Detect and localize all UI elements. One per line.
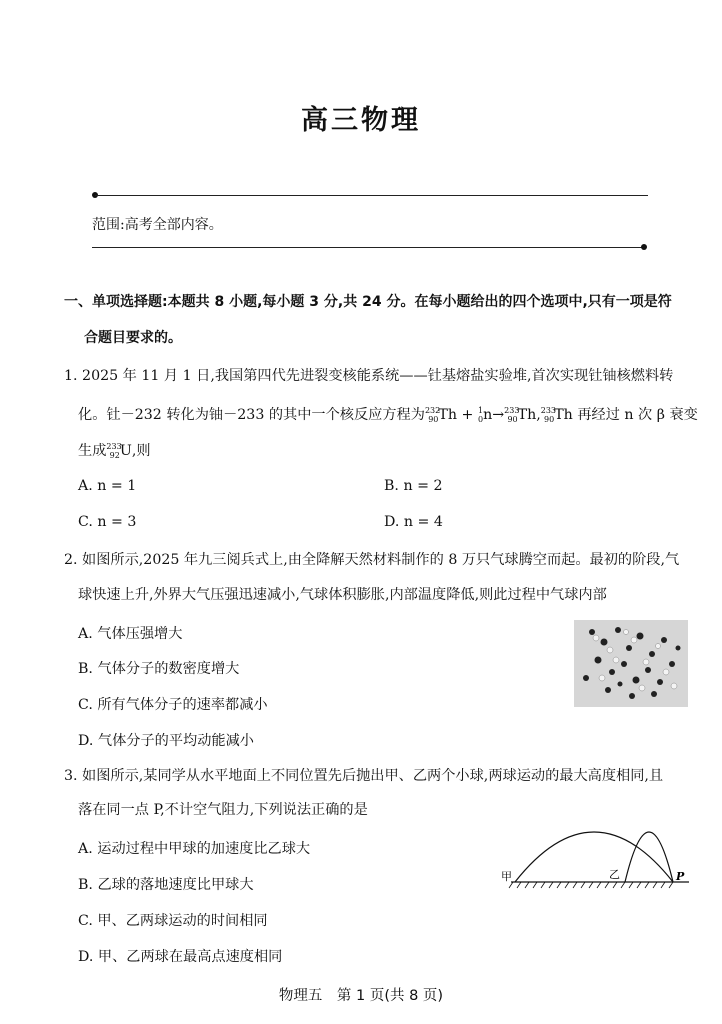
q1-option-b[interactable]: B. n = 2 bbox=[384, 478, 443, 494]
nuclide-mass: 1 bbox=[477, 406, 484, 415]
scope-text: 范围:高考全部内容。 bbox=[92, 217, 223, 233]
q1-line2-tail: 再经过 n 次 β 衰变 bbox=[572, 407, 698, 423]
q1-option-c[interactable]: C. n = 3 bbox=[78, 514, 137, 530]
page-footer: 物理五 第 1 页(共 8 页) bbox=[278, 988, 444, 1004]
q1-line3 bbox=[78, 441, 151, 463]
balloons-photo bbox=[574, 620, 688, 707]
nuclide-mass: 233 bbox=[106, 442, 122, 451]
nuclide-charge: 92 bbox=[109, 451, 120, 460]
q3-option-b[interactable]: B. 乙球的落地速度比甲球大 bbox=[78, 877, 254, 893]
nuclide-mass: 233 bbox=[540, 406, 557, 415]
q3-line2: 落在同一点 P,不计空气阻力,下列说法正确的是 bbox=[78, 802, 368, 818]
q1-line1: 1. 2025 年 11 月 1 日,我国第四代先进裂变核能系统——钍基熔盐实验堆,首次实现钍铀核燃料转 bbox=[64, 368, 674, 384]
header-rule-dot-right bbox=[641, 244, 647, 250]
q3-option-c[interactable]: C. 甲、乙两球运动的时间相同 bbox=[78, 913, 268, 929]
q2-option-d[interactable]: D. 气体分子的平均动能减小 bbox=[78, 733, 254, 749]
q2-line2: 球快速上升,外界大气压强迅速减小,气球体积膨胀,内部温度降低,则此过程中气球内部 bbox=[78, 587, 607, 603]
trajectory-figure bbox=[497, 820, 692, 890]
q2-option-b[interactable]: B. 气体分子的数密度增大 bbox=[78, 661, 240, 677]
nuclide-symbol: U bbox=[119, 443, 132, 459]
nuclide-neutron bbox=[478, 405, 492, 427]
nuclide-charge: 0 bbox=[478, 415, 484, 424]
page-title: 高三物理 bbox=[301, 105, 421, 136]
nuclide-th232 bbox=[425, 405, 457, 427]
header-rule-top bbox=[95, 195, 648, 196]
q1-option-a[interactable]: A. n = 1 bbox=[78, 478, 137, 494]
q2-option-c[interactable]: C. 所有气体分子的速率都减小 bbox=[78, 697, 268, 713]
nuclide-th233 bbox=[504, 405, 536, 427]
q1-line2 bbox=[78, 405, 698, 427]
trajectory-diagram bbox=[497, 820, 692, 890]
q2-option-a[interactable]: A. 气体压强增大 bbox=[78, 626, 183, 642]
nuclide-th233-again bbox=[541, 405, 573, 427]
section-heading-line1: 一、单项选择题:本题共 8 小题,每小题 3 分,共 24 分。在每小题给出的四个选项中,只有一项是符 bbox=[64, 294, 672, 310]
section-heading-line2: 合题目要求的。 bbox=[84, 330, 182, 346]
nuclide-mass: 232 bbox=[424, 406, 441, 415]
q1-line3-text: 生成 bbox=[78, 443, 107, 459]
nuclide-symbol: Th bbox=[554, 407, 573, 423]
q3-option-d[interactable]: D. 甲、乙两球在最高点速度相同 bbox=[78, 949, 283, 965]
q3-line1: 3. 如图所示,某同学从水平地面上不同位置先后抛出甲、乙两个小球,两球运动的最大高度相同,且 bbox=[64, 768, 664, 784]
ball-jia-trajectory bbox=[515, 832, 673, 882]
eq-arrow: → bbox=[492, 407, 505, 423]
nuclide-charge: 90 bbox=[507, 415, 518, 424]
q3-option-a[interactable]: A. 运动过程中甲球的加速度比乙球大 bbox=[78, 841, 311, 857]
nuclide-mass: 233 bbox=[504, 406, 520, 415]
label-p: P bbox=[676, 870, 685, 883]
balloons-photo-image bbox=[574, 620, 688, 707]
q1-option-d[interactable]: D. n = 4 bbox=[384, 514, 443, 530]
q2-line1: 2. 如图所示,2025 年九三阅兵式上,由全降解天然材料制作的 8 万只气球腾空而起。最初的阶段,气 bbox=[64, 552, 680, 568]
nuclide-charge: 90 bbox=[544, 415, 555, 424]
eq-comma: , bbox=[536, 407, 541, 423]
nuclide-symbol: n bbox=[483, 407, 493, 423]
eq-plus: + bbox=[457, 407, 478, 423]
nuclide-symbol: Th bbox=[438, 407, 458, 423]
q1-line2-text: 化。钍－232 转化为铀－233 的其中一个核反应方程为 bbox=[78, 407, 425, 423]
label-jia: 甲 bbox=[501, 870, 512, 883]
nuclide-u233 bbox=[106, 441, 131, 463]
header-rule-bottom bbox=[92, 247, 644, 248]
ground-hatching bbox=[509, 882, 673, 888]
label-yi: 乙 bbox=[609, 868, 620, 881]
q1-line3-tail: ,则 bbox=[131, 443, 151, 459]
nuclide-charge: 90 bbox=[428, 415, 439, 424]
nuclide-symbol: Th bbox=[517, 407, 537, 423]
